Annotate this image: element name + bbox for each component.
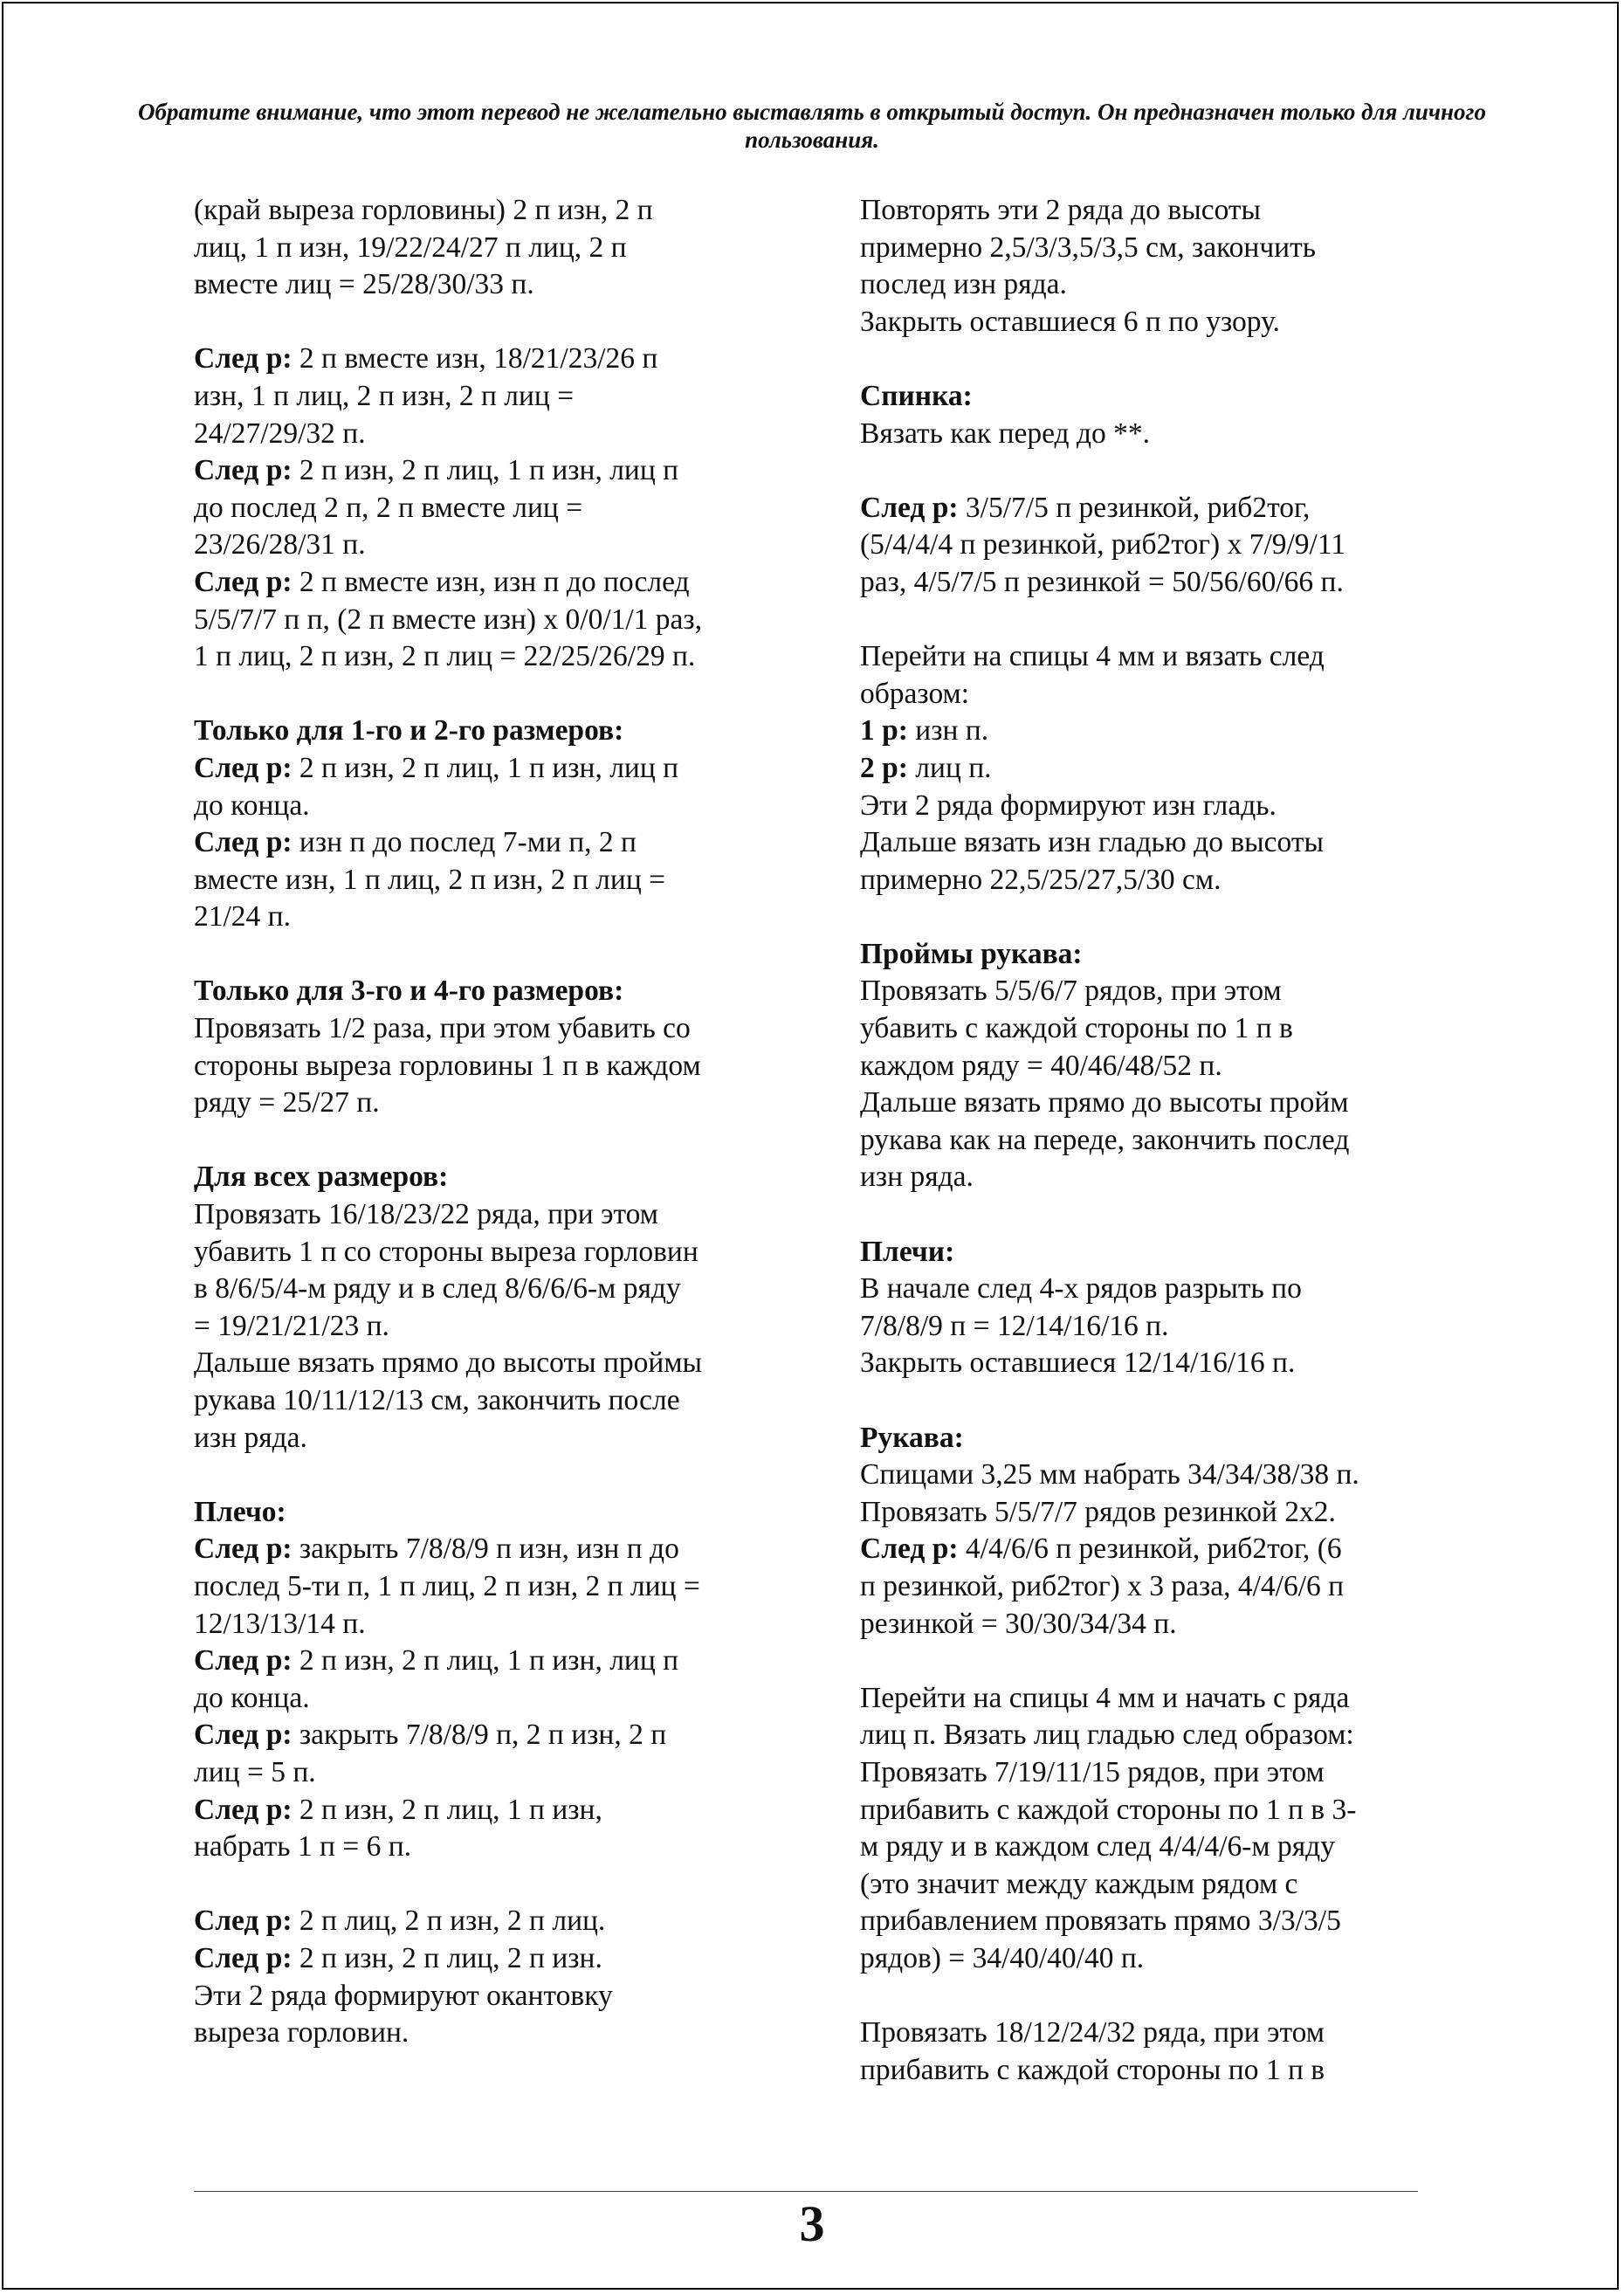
line-text: до послед 2 п, 2 п вместе лиц =: [194, 491, 583, 524]
page-number: 3: [799, 2195, 825, 2252]
bold-label: Проймы рукава:: [860, 937, 1083, 970]
text-line: [194, 192, 779, 230]
text-line: [860, 713, 1428, 750]
line-text: Эти 2 ряда формируют окантовку: [194, 1979, 613, 2012]
bold-label: След р:: [194, 1905, 292, 1938]
line-text: 3/5/7/5 п резинкой, риб2тог,: [958, 491, 1311, 524]
line-text: 2 п изн, 2 п лиц, 2 п изн.: [292, 1941, 602, 1974]
text-line: [860, 638, 1428, 676]
line-text: 2 п изн, 2 п лиц, 1 п изн, лиц п: [292, 1644, 679, 1677]
blank-line: [194, 676, 779, 713]
text-line: [194, 750, 779, 788]
text-line: [860, 824, 1428, 862]
text-line: [860, 192, 1428, 230]
line-text: В начале след 4-х рядов разрыть по: [860, 1272, 1302, 1305]
blank-line: [194, 304, 779, 341]
line-text: выреза горловин.: [194, 2016, 409, 2049]
line-text: Вязать как перед до **.: [860, 417, 1151, 450]
line-text: 1 п лиц, 2 п изн, 2 п лиц = 22/25/26/29 п.: [194, 640, 696, 673]
footer-divider: [194, 2191, 1418, 2192]
text-line: [194, 564, 779, 602]
text-line: [860, 1345, 1428, 1382]
line-text: Провязать 5/5/7/7 рядов резинкой 2х2.: [860, 1495, 1336, 1528]
line-text: изн п до послед 7-ми п, 2 п: [292, 826, 637, 859]
line-text: лиц = 5 п.: [194, 1755, 316, 1788]
text-line: [194, 862, 779, 899]
text-line: [194, 1978, 779, 2015]
blank-line: [194, 936, 779, 974]
line-text: до конца.: [194, 789, 310, 822]
line-text: изн, 1 п лиц, 2 п изн, 2 п лиц =: [194, 379, 575, 412]
text-line: [194, 490, 779, 527]
line-text: прибавить с каждой стороны по 1 п в: [860, 2053, 1325, 2086]
line-text: п резинкой, риб2тог) х 3 раза, 4/4/6/6 п: [860, 1569, 1345, 1602]
line-text: рядов) = 34/40/40/40 п.: [860, 1941, 1145, 1974]
text-line: [860, 1568, 1428, 1606]
text-line: [194, 638, 779, 676]
text-line: [860, 304, 1428, 341]
text-line: [194, 378, 779, 416]
line-text: (5/4/4/4 п резинкой, риб2тог) х 7/9/9/11: [860, 528, 1346, 561]
line-text: убавить 1 п со стороны выреза горловин: [194, 1235, 698, 1268]
line-text: изн п.: [907, 714, 989, 747]
text-line: [860, 1420, 1428, 1457]
line-text: Перейти на спицы 4 мм и начать с ряда: [860, 1681, 1350, 1714]
text-line: [194, 1271, 779, 1308]
text-line: [194, 1308, 779, 1346]
line-text: 21/24 п.: [194, 900, 291, 933]
line-text: в 8/6/5/4-м ряду и в след 8/6/6/6-м ряду: [194, 1272, 681, 1305]
line-text: стороны выреза горловины 1 п в каждом: [194, 1049, 701, 1082]
blank-line: [860, 1978, 1428, 2015]
text-line: [194, 1382, 779, 1420]
bold-label: Спинка:: [860, 379, 973, 412]
line-text: Провязать 1/2 раза, при этом убавить со: [194, 1012, 691, 1045]
text-line: [860, 973, 1428, 1010]
text-line: [194, 1085, 779, 1122]
line-text: образом:: [860, 677, 970, 710]
line-text: изн ряда.: [860, 1161, 974, 1194]
bold-label: След р:: [194, 1644, 292, 1677]
text-line: [860, 1122, 1428, 1160]
line-text: примерно 2,5/3/3,5/3,5 см, закончить: [860, 231, 1317, 264]
text-line: [194, 452, 779, 490]
line-text: = 19/21/21/23 п.: [194, 1309, 389, 1342]
text-line: [194, 1606, 779, 1643]
text-line: [860, 2052, 1428, 2090]
line-text: 2 п вместе изн, изн п до послед: [292, 565, 690, 598]
text-line: [194, 416, 779, 453]
line-text: 2 п изн, 2 п лиц, 1 п изн, лиц п: [292, 454, 679, 487]
bold-label: След р:: [194, 1533, 292, 1566]
line-text: Провязать 16/18/23/22 ряда, при этом: [194, 1198, 658, 1231]
text-line: [194, 973, 779, 1010]
line-text: 24/27/29/32 п.: [194, 417, 366, 450]
text-line: [194, 266, 779, 304]
line-text: Спицами 3,25 мм набрать 34/34/38/38 п.: [860, 1458, 1359, 1491]
line-text: вместе лиц = 25/28/30/33 п.: [194, 268, 534, 301]
line-text: лиц, 1 п изн, 19/22/24/27 п лиц, 2 п: [194, 231, 627, 264]
text-line: [860, 750, 1428, 788]
line-text: 23/26/28/31 п.: [194, 528, 366, 561]
line-text: 2 п вместе изн, 18/21/23/26 п: [292, 342, 658, 375]
line-text: прибавить с каждой стороны по 1 п в 3-: [860, 1793, 1357, 1826]
text-line: [860, 1792, 1428, 1829]
text-line: [194, 1531, 779, 1568]
line-text: закрыть 7/8/8/9 п, 2 п изн, 2 п: [292, 1719, 667, 1752]
text-line: [860, 490, 1428, 527]
text-line: [860, 1457, 1428, 1494]
text-line: [860, 1159, 1428, 1196]
text-line: [194, 1234, 779, 1271]
text-line: [194, 1345, 779, 1382]
text-line: [860, 527, 1428, 564]
bold-label: Плечо:: [194, 1495, 286, 1528]
text-line: [194, 713, 779, 750]
bold-label: Рукава:: [860, 1421, 964, 1454]
text-line: [194, 1680, 779, 1718]
text-line: [860, 1717, 1428, 1754]
bold-label: Только для 3-го и 4-го размеров:: [194, 975, 624, 1008]
line-text: лиц п. Вязать лиц гладью след образом:: [860, 1719, 1354, 1752]
text-line: [860, 2015, 1428, 2052]
text-line: [194, 1494, 779, 1532]
line-text: набрать 1 п = 6 п.: [194, 1830, 412, 1863]
bold-label: След р:: [194, 1941, 292, 1974]
bold-label: След р:: [194, 1793, 292, 1826]
line-text: Провязать 7/19/11/15 рядов, при этом: [860, 1755, 1325, 1788]
text-line: [194, 527, 779, 564]
text-line: [860, 1048, 1428, 1085]
line-text: Эти 2 ряда формируют изн гладь.: [860, 789, 1276, 822]
line-text: ряду = 25/27 п.: [194, 1086, 380, 1119]
line-text: Дальше вязать изн гладью до высоты: [860, 826, 1324, 859]
line-text: 4/4/6/6 п резинкой, риб2тог, (6: [958, 1533, 1342, 1566]
bold-label: След р:: [194, 565, 292, 598]
text-line: [194, 1717, 779, 1754]
text-line: [860, 1234, 1428, 1271]
bold-label: Плечи:: [860, 1235, 955, 1268]
bold-label: Для всех размеров:: [194, 1161, 449, 1194]
text-line: [860, 1940, 1428, 1978]
text-line: [860, 266, 1428, 304]
bold-label: След р:: [194, 454, 292, 487]
bold-label: След р:: [194, 1719, 292, 1752]
line-text: 2 п изн, 2 п лиц, 1 п изн,: [292, 1793, 602, 1826]
text-line: [860, 1754, 1428, 1792]
blank-line: [860, 1196, 1428, 1234]
text-line: [194, 788, 779, 825]
text-line: [194, 1792, 779, 1829]
text-line: [860, 1606, 1428, 1643]
blank-line: [194, 1457, 779, 1494]
text-line: [194, 1196, 779, 1234]
line-text: закрыть 7/8/8/9 п изн, изн п до: [292, 1533, 679, 1566]
line-text: (край выреза горловины) 2 п изн, 2 п: [194, 194, 653, 226]
text-line: [860, 1010, 1428, 1048]
text-line: [194, 1829, 779, 1866]
text-line: [860, 1085, 1428, 1122]
line-text: м ряду и в каждом след 4/4/4/6-м ряду: [860, 1830, 1335, 1863]
text-line: [860, 676, 1428, 713]
line-text: примерно 22,5/25/27,5/30 см.: [860, 863, 1221, 896]
text-line: [194, 1420, 779, 1457]
bold-label: След р:: [194, 342, 292, 375]
blank-line: [194, 1866, 779, 1904]
text-line: [860, 1903, 1428, 1940]
line-text: вместе изн, 1 п лиц, 2 п изн, 2 п лиц =: [194, 863, 666, 896]
blank-line: [860, 1643, 1428, 1680]
bold-label: Только для 1-го и 2-го размеров:: [194, 714, 624, 747]
blank-line: [860, 452, 1428, 490]
text-line: [194, 1159, 779, 1196]
line-text: 12/13/13/14 п.: [194, 1607, 366, 1640]
line-text: Закрыть оставшиеся 12/14/16/16 п.: [860, 1347, 1296, 1380]
line-text: прибавлением провязать прямо 3/3/3/5: [860, 1905, 1341, 1938]
line-text: Перейти на спицы 4 мм и вязать след: [860, 640, 1325, 673]
text-line: [194, 899, 779, 936]
text-line: [194, 1940, 779, 1978]
line-text: раз, 4/5/7/5 п резинкой = 50/56/60/66 п.: [860, 565, 1344, 598]
bold-label: След р:: [860, 1533, 959, 1566]
copyright-notice: Обратите внимание, что этот перевод не желательно выставлять в открытый доступ. Он предназначен только для личного пользования.: [138, 99, 1486, 154]
line-text: 5/5/7/7 п п, (2 п вместе изн) х 0/0/1/1 раз,: [194, 603, 703, 636]
blank-line: [860, 899, 1428, 936]
text-line: [860, 378, 1428, 416]
line-text: 7/8/8/9 п = 12/14/16/16 п.: [860, 1309, 1169, 1342]
blank-line: [860, 1382, 1428, 1420]
text-line: [194, 341, 779, 378]
line-text: Провязать 5/5/6/7 рядов, при этом: [860, 975, 1282, 1008]
line-text: Закрыть оставшиеся 6 п по узору.: [860, 305, 1280, 338]
line-text: рукава как на переде, закончить послед: [860, 1123, 1350, 1156]
line-text: Провязать 18/12/24/32 ряда, при этом: [860, 2016, 1325, 2049]
bold-label: След р:: [194, 826, 292, 859]
text-line: [860, 1829, 1428, 1866]
line-text: рукава 10/11/12/13 см, закончить после: [194, 1384, 680, 1416]
line-text: до конца.: [194, 1681, 310, 1714]
bold-label: 1 р:: [860, 714, 908, 747]
line-text: (это значит между каждым рядом с: [860, 1867, 1298, 1900]
blank-line: [194, 1122, 779, 1160]
text-line: [194, 230, 779, 267]
text-line: [860, 1308, 1428, 1346]
text-line: [194, 1903, 779, 1940]
line-text: убавить с каждой стороны по 1 п в: [860, 1012, 1293, 1045]
line-text: каждом ряду = 40/46/48/52 п.: [860, 1049, 1222, 1082]
text-line: [194, 2015, 779, 2052]
text-line: [860, 862, 1428, 899]
text-line: [860, 1680, 1428, 1718]
right-column: [860, 192, 1428, 2089]
text-line: [194, 1754, 779, 1792]
line-text: 2 п лиц, 2 п изн, 2 п лиц.: [292, 1905, 606, 1938]
blank-line: [860, 341, 1428, 378]
left-column: [194, 192, 779, 2052]
line-text: 2 п изн, 2 п лиц, 1 п изн, лиц п: [292, 751, 679, 784]
text-line: [860, 1494, 1428, 1532]
bold-label: След р:: [860, 491, 959, 524]
line-text: Повторять эти 2 ряда до высоты: [860, 194, 1262, 226]
text-line: [860, 1531, 1428, 1568]
line-text: послед 5-ти п, 1 п лиц, 2 п изн, 2 п лиц =: [194, 1569, 700, 1602]
text-line: [194, 824, 779, 862]
line-text: послед изн ряда.: [860, 268, 1067, 301]
bold-label: След р:: [194, 751, 292, 784]
text-line: [860, 416, 1428, 453]
text-line: [194, 1568, 779, 1606]
blank-line: [860, 602, 1428, 639]
text-line: [860, 564, 1428, 602]
bold-label: 2 р:: [860, 751, 908, 784]
text-line: [194, 1048, 779, 1085]
text-line: [860, 1271, 1428, 1308]
text-line: [860, 1866, 1428, 1904]
line-text: Дальше вязать прямо до высоты проймы: [194, 1347, 703, 1380]
text-line: [860, 788, 1428, 825]
text-line: [194, 1643, 779, 1680]
text-line: [860, 230, 1428, 267]
text-line: [860, 936, 1428, 974]
line-text: Дальше вязать прямо до высоты пройм: [860, 1086, 1349, 1119]
text-line: [194, 602, 779, 639]
line-text: резинкой = 30/30/34/34 п.: [860, 1607, 1177, 1640]
text-line: [194, 1010, 779, 1048]
line-text: лиц п.: [907, 751, 992, 784]
line-text: изн ряда.: [194, 1421, 307, 1454]
